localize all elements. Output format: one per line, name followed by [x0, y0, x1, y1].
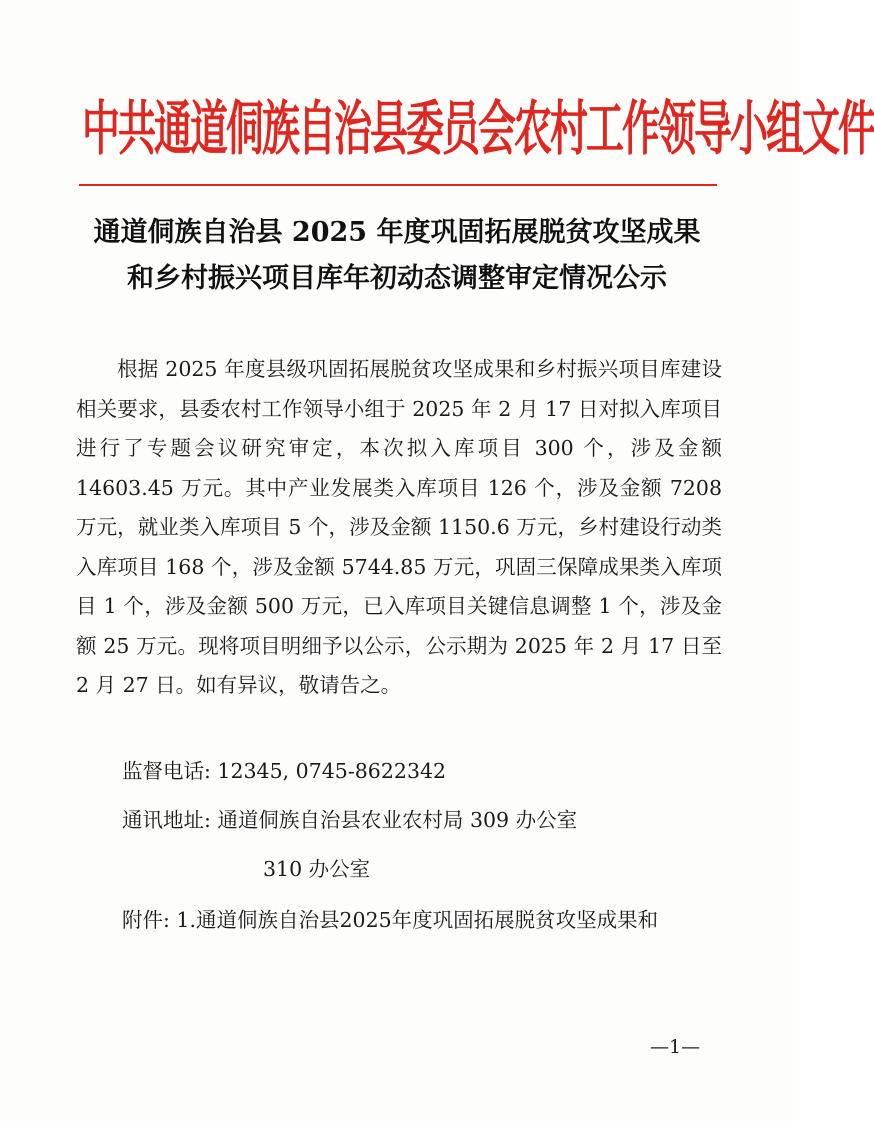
- attachment-line: 附件: 1.通道侗族自治县2025年度巩固拓展脱贫攻坚成果和: [122, 908, 659, 932]
- document-body: [76, 350, 722, 706]
- mailing-address: 通讯地址: 通道侗族自治县农业农村局 309 办公室: [122, 808, 578, 832]
- masthead-title: 中共通道侗族自治县委员会农村工作领导小组文件: [82, 94, 874, 164]
- title-line-2: 和乡村振兴项目库年初动态调整审定情况公示: [127, 263, 667, 294]
- page-number: —1—: [650, 1036, 701, 1058]
- red-divider-line: [79, 184, 717, 186]
- announcement-paragraph: 根据 2025 年度县级巩固拓展脱贫攻坚成果和乡村振兴项目库建设相关要求，县委农村工作领导小组于 2025 年 2 月 17 日对拟入库项目进行了专题会议研究审定，本次拟入库项目 300 个，涉及金额 14603.45 万元。其中产业发展类入库项目 126 个，涉及金额 7208 万元，就业类入库项目 5 个，涉及金额 1150.6 万元，乡村建设行动类入库项目 168 个，涉及金额 5744.85 万元，巩固三保障成果类入库项目 1 个，涉及金额 500 万元，已入库项目关键信息调整 1 个，涉及金额 25 万元。现将项目明细予以公示，公示期为 2025 年 2 月 17 日至 2 月 27 日。如有异议，敬请告之。: [76, 357, 722, 697]
- supervision-phone: 监督电话: 12345, 0745-8622342: [122, 759, 447, 783]
- mailing-address-continued: 310 办公室: [263, 857, 371, 881]
- title-line-1: 通道侗族自治县 2025 年度巩固拓展脱贫攻坚成果: [93, 217, 701, 248]
- document-title: [60, 210, 734, 302]
